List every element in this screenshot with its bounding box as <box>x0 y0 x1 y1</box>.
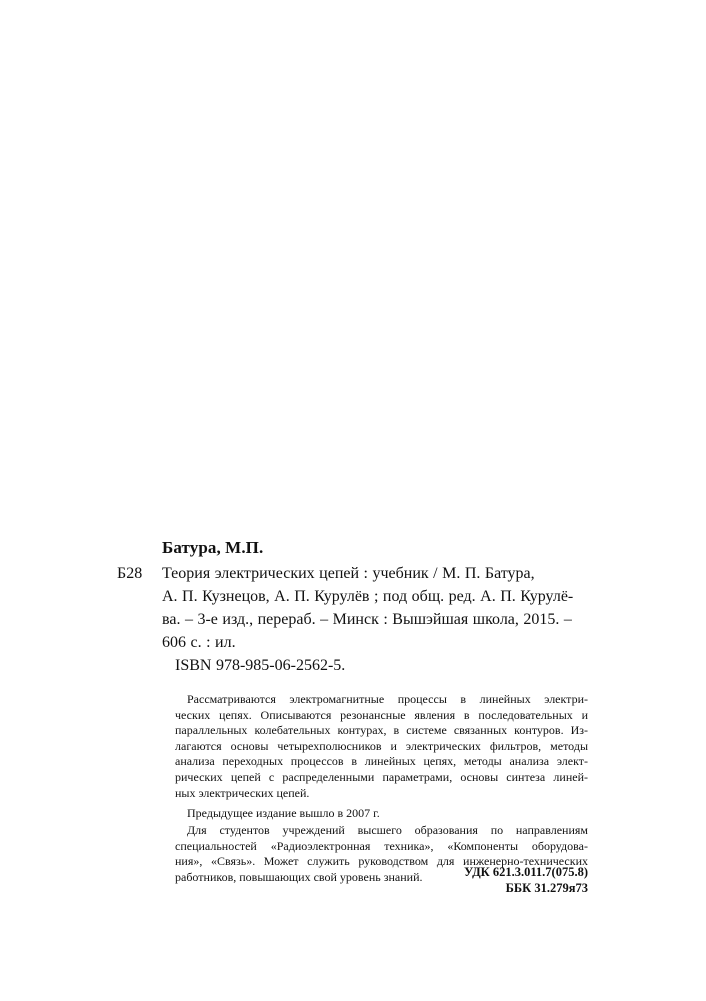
annotation-line: Предыдущее издание вышло в 2007 г. <box>187 806 380 820</box>
bib-line: Теория электрических цепей : учебник / М. П. Батура, <box>162 565 535 582</box>
author-heading: Батура, М.П. <box>162 538 264 557</box>
annotation-line: лагаются основы четырехполюсников и электрических фильтров, методы <box>175 738 588 753</box>
annotation-line: параллельных колебательных контурах, в системе связанных контуров. Из- <box>175 723 588 738</box>
annotation-line: ния», «Связь». Может служить руководством для инженерно-технических <box>175 854 588 869</box>
annotation-line: анализа переходных процессов в линейных цепях, методы анализа элект- <box>175 754 588 769</box>
annotation-line: ческих цепях. Описываются резонансные явления в последовательных и <box>175 707 588 722</box>
classification-codes <box>464 864 588 896</box>
annotation-line: специальностей «Радиоэлектронная техника», «Компоненты оборудова- <box>175 838 588 853</box>
bbk-code: ББК 31.279я73 <box>505 881 588 895</box>
annotation-line: Рассматриваются электромагнитные процессы в линейных электри- <box>187 692 588 706</box>
bib-line: 606 с. : ил. <box>162 634 236 651</box>
bib-line: А. П. Кузнецов, А. П. Курулёв ; под общ. ред. А. П. Курулё- <box>162 588 574 605</box>
annotation-line: работников, повышающих свой уровень знаний. <box>175 869 423 884</box>
annotation-line: рических цепей с распределенными параметрами, основы синтеза линей- <box>175 769 588 784</box>
author-mark: Б28 <box>117 565 143 582</box>
annotation-line: ных электрических цепей. <box>175 785 310 800</box>
udc-code: УДК 621.3.011.7(075.8) <box>464 865 588 879</box>
previous-edition-note <box>175 806 588 822</box>
annotation-paragraph <box>175 692 588 801</box>
annotation-line: Для студентов учреждений высшего образования по направлениям <box>187 823 588 837</box>
bib-line: ва. – 3-е изд., перераб. – Минск : Вышэйшая школа, 2015. – <box>162 611 572 628</box>
isbn-line: ISBN 978-985-06-2562-5. <box>175 657 346 674</box>
